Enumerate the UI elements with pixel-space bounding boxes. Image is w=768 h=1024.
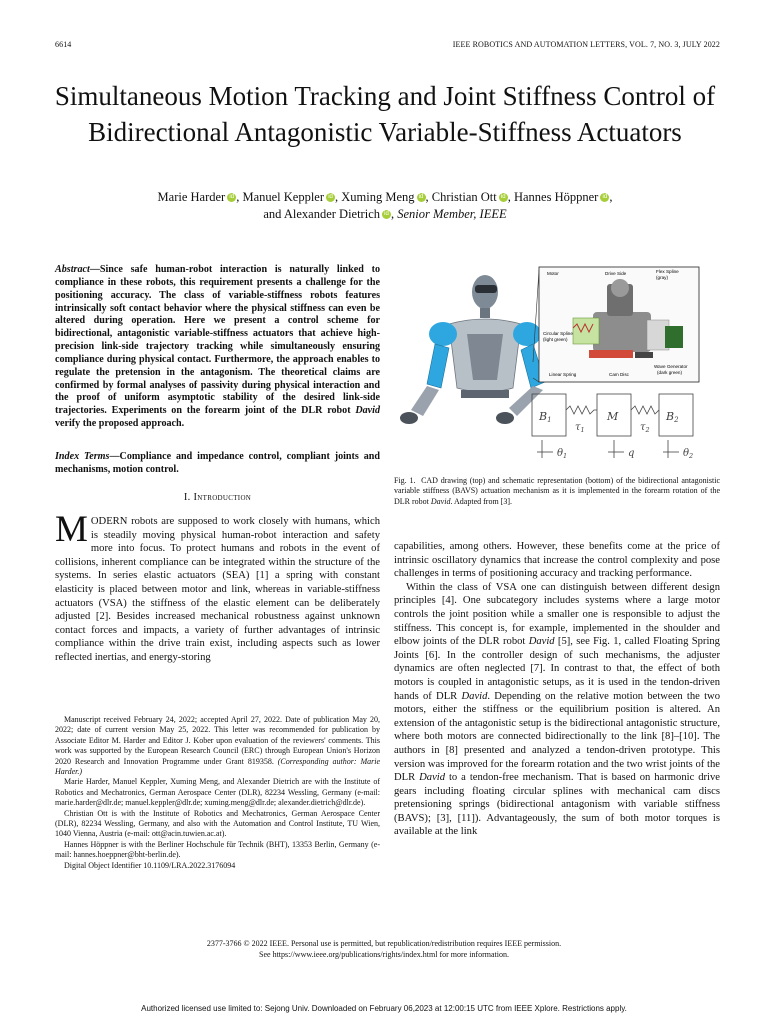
- drop-cap: M: [55, 509, 88, 550]
- footnotes: [55, 715, 380, 871]
- index-terms: [55, 451, 380, 477]
- label-wave-generator: Wave Generator: [654, 364, 688, 369]
- section-heading: [55, 492, 380, 503]
- author-name[interactable]: Hannes Höppner: [513, 190, 599, 204]
- journal-header: IEEE ROBOTICS AND AUTOMATION LETTERS, VOL. 7, NO. 3, JULY 2022: [452, 40, 720, 49]
- orcid-icon[interactable]: id: [499, 193, 508, 202]
- author-role: Senior Member, IEEE: [397, 207, 507, 221]
- author-name[interactable]: and Alexander Dietrich: [263, 207, 380, 221]
- label-flex-spline-sub: (gray): [656, 275, 668, 280]
- author-name[interactable]: Marie Harder: [157, 190, 226, 204]
- author-name[interactable]: Manuel Keppler: [242, 190, 325, 204]
- schematic-b1: B1: [539, 410, 552, 424]
- orcid-icon[interactable]: id: [600, 193, 609, 202]
- abstract-text-end: verify the proposed approach.: [55, 418, 185, 430]
- abstract-robot: David: [355, 405, 380, 417]
- label-flex-spline: Flex Spline: [656, 269, 679, 274]
- figure-caption: Fig. 1. CAD drawing (top) and schematic representation (bottom) of the bidirectional antagonistic variable stiffness (BAVS) actuation mechanism as it is implemented in the forearm rotation of the DLR robot David. Adapted from [3].: [394, 476, 721, 506]
- section-title: Introduction: [193, 492, 252, 503]
- label-drive-side: Drive Side: [605, 271, 627, 276]
- caption-label: Fig. 1.: [394, 476, 416, 485]
- footnote-doi: Digital Object Identifier 10.1109/LRA.2022.3176094: [64, 860, 236, 870]
- page-number: 6614: [55, 40, 72, 49]
- copyright-line: 2377-3766 © 2022 IEEE. Personal use is permitted, but republication/redistribution requires IEEE permission.: [206, 939, 562, 948]
- index-terms-label: Index Terms: [55, 451, 110, 462]
- orcid-icon[interactable]: id: [382, 210, 391, 219]
- figure-1: [397, 262, 719, 468]
- intro-text: ODERN robots are supposed to work closely with humans, which is steadily moving physical human-robot interaction and safety more into focus. To protect humans and robots in the event of collisions, inherent compliance can be integrated within the structure of the systems. In series elastic actuators (SEA) [1] a spring with constant elasticity is placed between motor and link, whereas in variable-stiffness actuators (VSA) the stiffness of the elastic element can be deliberately adjusted [2]. Besides increased mechanical robustness against unknown contact forces and impacts, a variety of further advantages of intrinsic compliance within the drive train exist, including aspects such as lower reflected inertias, and energy-storing: [55, 516, 380, 663]
- footnote-affiliation: Marie Harder, Manuel Keppler, Xuming Meng, and Alexander Dietrich are with the Institute of Robotics and Mechatronics, German Aerospace Center (DLR), 82234 Wessling, Germany (e-mail: marie.harder@dlr.de; manuel.keppler@dlr.de; xuming.meng@dlr.de; alexander.dietrich@dlr.de).: [55, 777, 380, 808]
- copyright-notice: [40, 938, 728, 960]
- paragraph: capabilities, among others. However, these benefits come at the price of intrinsic oscillatory dynamics that increase the control complexity and pose challenges in terms of positioning accuracy and tracking performance.: [394, 541, 720, 580]
- schematic-q: q: [628, 448, 635, 459]
- footnote-affiliation: Christian Ott is with the Institute of Robotics and Mechatronics, German Aerospace Center (DLR), 82234 Wessling, Germany, and also with the Automation and Control Institute, TU Wien, 1040 Vienna, Austria (e-mail: ott@acin.tuwien.ac.at).: [55, 808, 380, 839]
- orcid-icon[interactable]: id: [417, 193, 426, 202]
- abstract-label: Abstract: [55, 264, 90, 275]
- schematic-theta2: $\theta_2$: [683, 448, 694, 460]
- robot-illustration: [400, 275, 545, 424]
- orcid-icon[interactable]: id: [326, 193, 335, 202]
- paragraph: Within the class of VSA one can distinguish between different design principles [4]. One subcategory includes systems where a large motor controls the joint position while a smaller one is responsible to adjust the stiffness. This concept is, for example, implemented in the shoulder and elbow joints of the DLR robot David [5], see Fig. 1, called Floating Spring Joints [6]. In the controller design of such mechanisms, the adjuster dynamics are often neglected [7]. In contrast to that, the effect of both motors is coupled in antagonistic setups, as it is used in the tendon-driven hands of DLR David. Depending on the relative motion between the two motors, either the stiffness or the equilibrium position is altered. An extension of the antagonistic setup is the bidirectional antagonistic structure, where both motors are connected bidirectionally to the link [8]–[10]. The authors in [8] presented and analyzed a tendon-driven prototype. This version was improved for the forearm rotation and the two wrist joints of the DLR David to a tendon-free mechanism. That is based on harmonic drive gears including floating circular splines with mechanical cam discs pretensioning springs (bidirectional antagonism with variable stiffness (BAVS); [3], [11]). Advantageously, the sum of both motor torques is available at the link: [394, 581, 720, 838]
- label-wave-generator-sub: (dark green): [657, 370, 683, 375]
- figure-illustration: [397, 262, 719, 468]
- footnote-received: Manuscript received February 24, 2022; accepted April 27, 2022. Date of publication May 20, 2022; date of current version May 25, 2022. This letter was recommended for publication by Associate Editor M. Harder and Editor J. Kober upon evaluation of the reviewers' comments. This work was supported by the European Research Council (ERC) through European Union's Horizon 2020 Research and Innovation Programme under Grant 819358. (Corresponding author: Marie Harder.): [55, 715, 381, 777]
- schematic-b2: B2: [666, 410, 679, 424]
- abstract-text: —Since safe human-robot interaction is naturally linked to compliance in these robots, this requirement presents a challenge for the positioning accuracy. The class of variable-stiffness robots features intrinsically soft contact behavior where the physical stiffness can even be altered during operation. Here we present a control scheme for bidirectional, antagonistic variable-stiffness actuators that achieve high-precision link-side trajectory tracking while simultaneously ensuring compliance during physical contact. Furthermore, the approach enables to regulate the pretension in the antagonism. The theoretical claims are confirmed by formal analyses of passivity during physical interaction and the proof of uniform asymptotic stability of the desired link-side trajectories. Experiments on the forearm joint of the DLR robot: [55, 264, 380, 417]
- label-motor: Motor: [547, 271, 559, 276]
- author-name[interactable]: Xuming Meng: [341, 190, 415, 204]
- right-column-text: [394, 540, 720, 839]
- schematic-tau2: $\tau_2$: [640, 422, 650, 434]
- schematic-theta1: $\theta_1$: [557, 448, 568, 460]
- copyright-link[interactable]: See https://www.ieee.org/publications/rights/index.html for more information.: [259, 950, 509, 959]
- schematic-m: M: [607, 410, 619, 423]
- schematic-tau1: $\tau_1$: [575, 422, 585, 434]
- intro-paragraph: [55, 509, 380, 665]
- label-cam-disc: Cam Disc: [609, 372, 629, 377]
- author-name[interactable]: Christian Ott: [431, 190, 497, 204]
- section-number: I.: [183, 492, 191, 503]
- paper-title: Simultaneous Motion Tracking and Joint Stiffness Control of Bidirectional Antagonistic Variable-Stiffness Actuators: [54, 81, 716, 147]
- author-list: Marie Harder id , Manuel Keppler id , Xuming Meng id , Christian Ott id , Hannes Höppner id , and Alexander Dietrich id , Senior Member, IEEE: [157, 190, 613, 221]
- label-circular-spline-sub: (light green): [543, 337, 568, 342]
- abstract: [55, 264, 380, 431]
- orcid-icon[interactable]: id: [227, 193, 236, 202]
- footnote-affiliation: Hannes Höppner is with the Berliner Hochschule für Technik (BHT), 13353 Berlin, Germany (e-mail: hannes.hoeppner@bht-berlin.de).: [55, 839, 380, 860]
- license-banner: Authorized licensed use limited to: Sejong Univ. Downloaded on February 06,2023 at 12:00:15 UTC from IEEE Xplore. Restrictions apply.: [141, 1004, 627, 1013]
- label-linear-spring: Linear Spring: [549, 372, 577, 377]
- index-terms-text: —Compliance and impedance control, compliant joints and mechanisms, motion control.: [55, 451, 380, 475]
- label-circular-spline: Circular Spline: [543, 331, 573, 336]
